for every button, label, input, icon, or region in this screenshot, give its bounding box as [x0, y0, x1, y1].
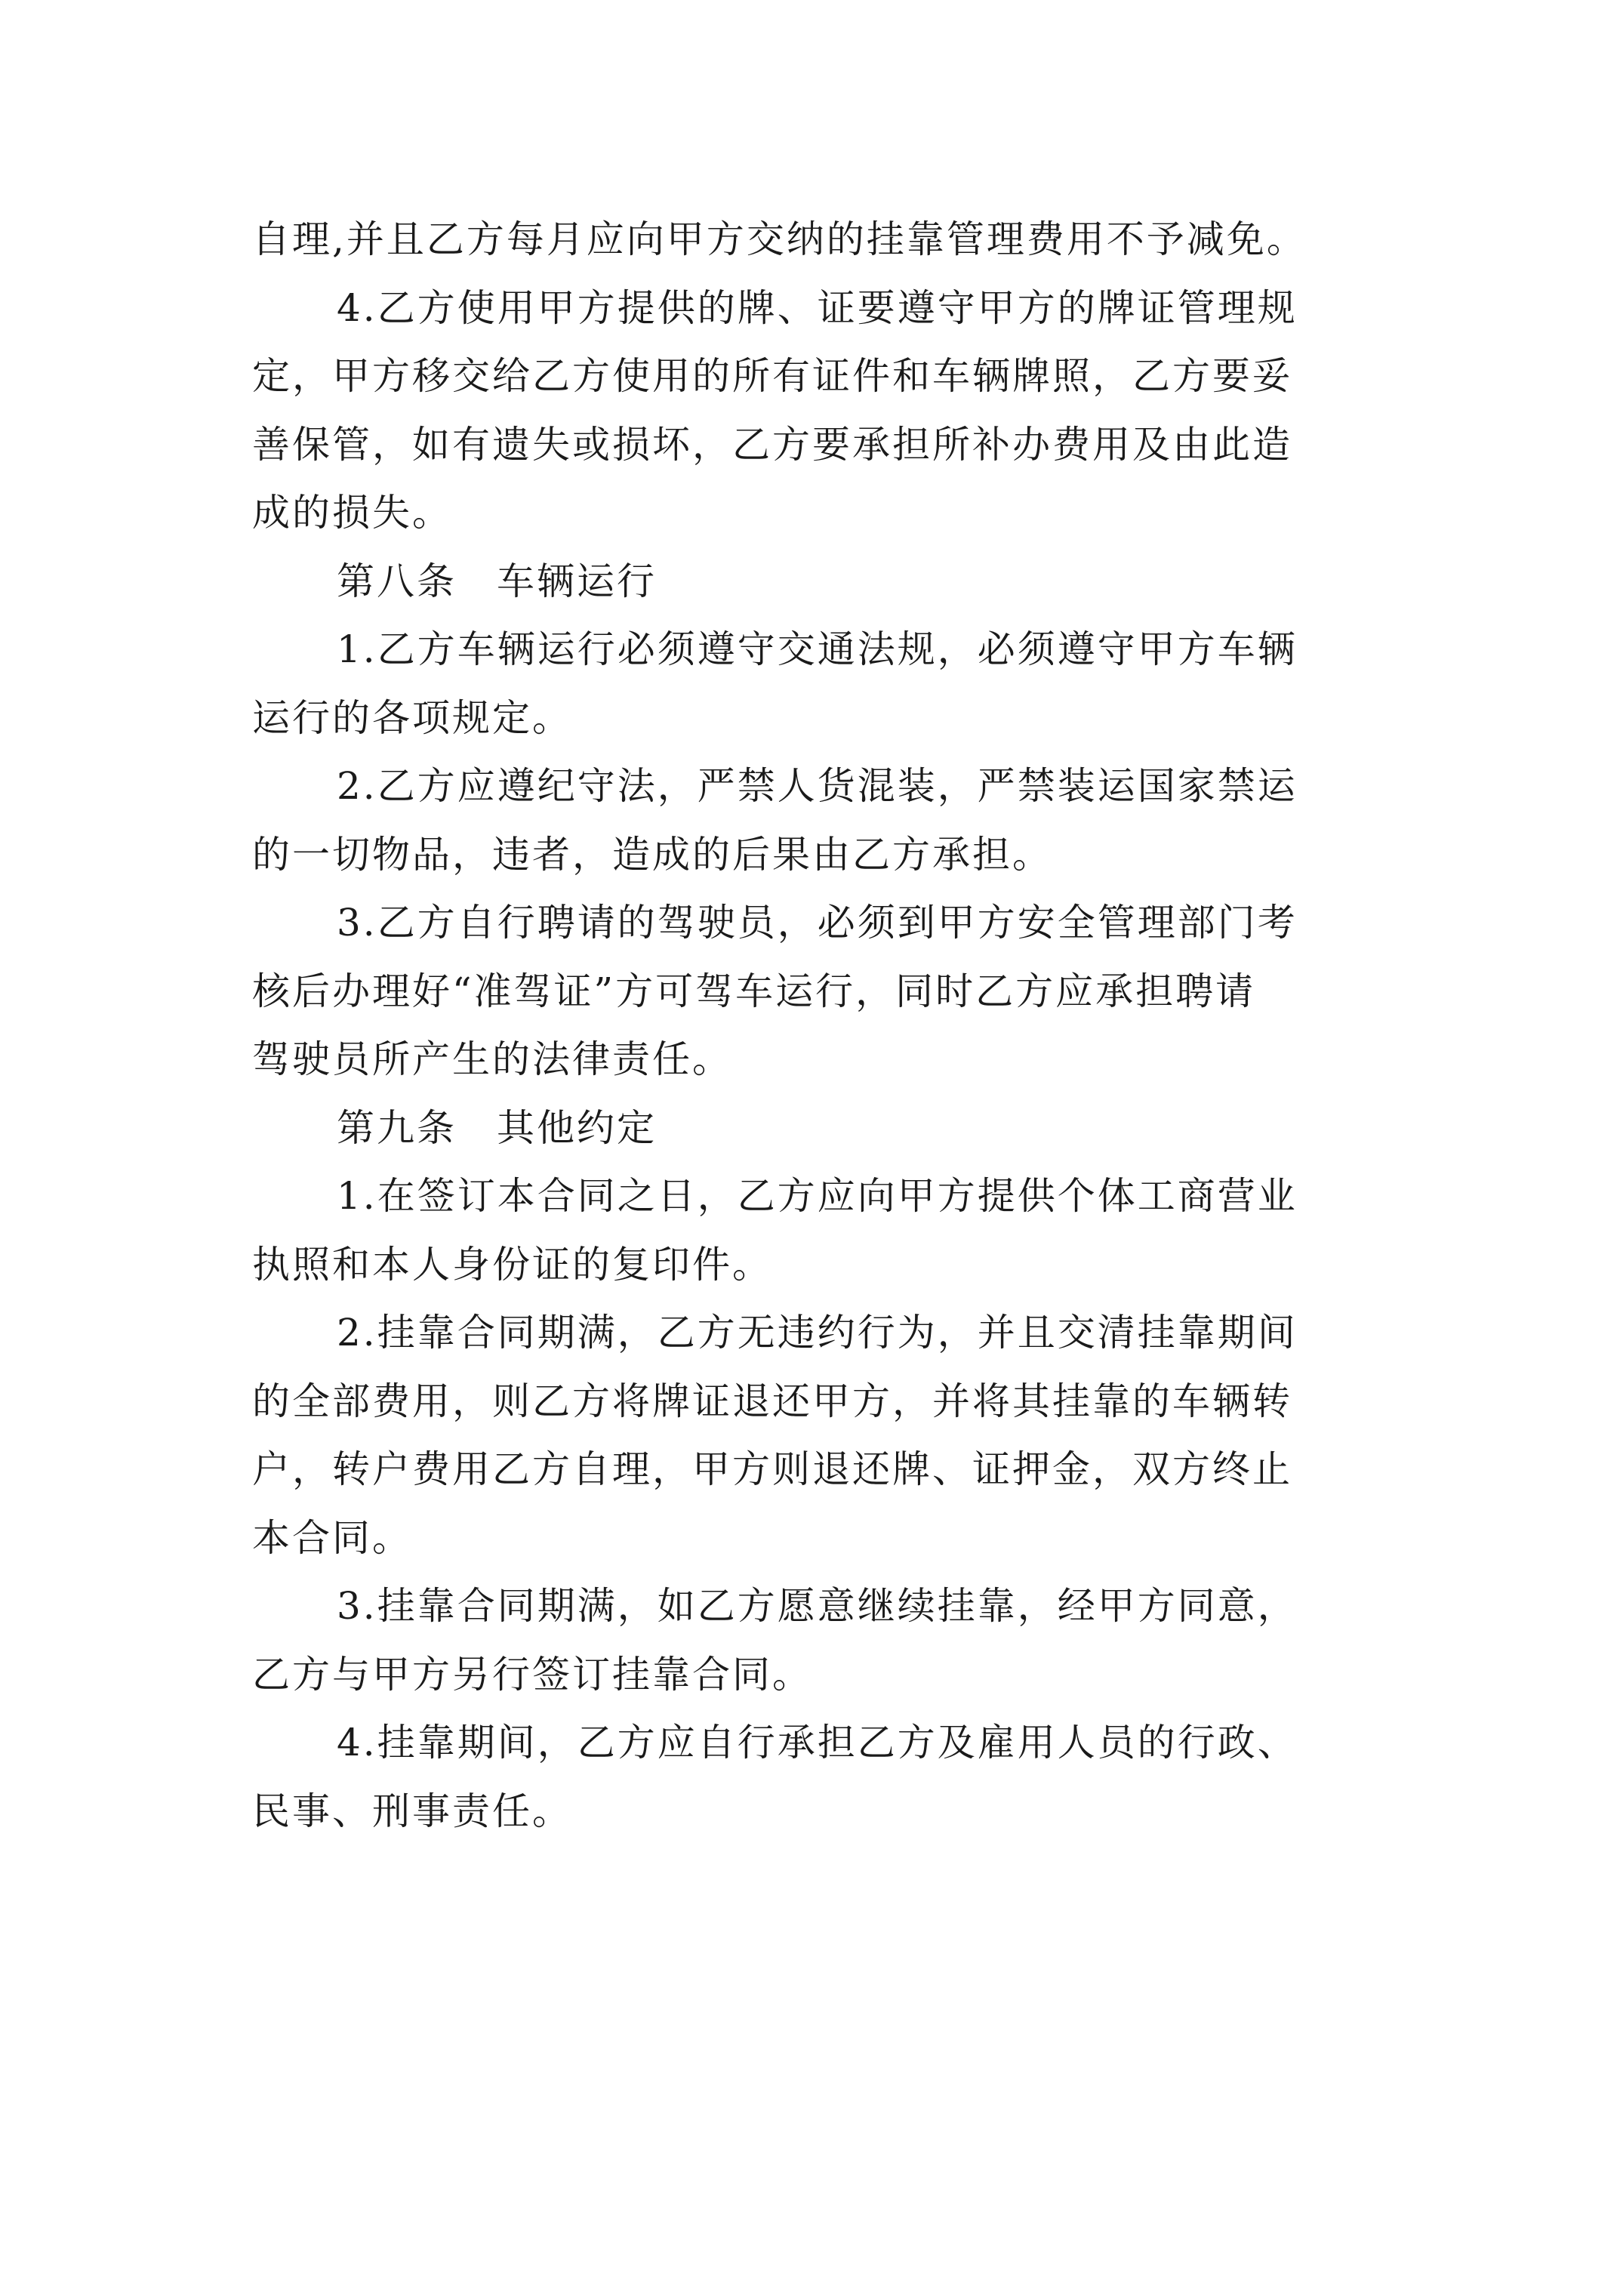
- text-line: 自理,并且乙方每月应向甲方交纳的挂靠管理费用不予减免。: [252, 217, 1307, 261]
- text-line: 4.乙方使用甲方提供的牌、证要遵守甲方的牌证管理规: [337, 285, 1298, 330]
- document-body: [252, 205, 1460, 1845]
- text-line: 3.乙方自行聘请的驾驶员，必须到甲方安全管理部门考: [337, 901, 1298, 945]
- text-line: 1.在签订本合同之日，乙方应向甲方提供个体工商营业: [337, 1174, 1298, 1218]
- text-line: 1.乙方车辆运行必须遵守交通法规，必须遵守甲方车辆: [337, 627, 1298, 671]
- text-line: 民事、刑事责任。: [252, 1789, 572, 1833]
- text-line: 2.挂靠合同期满，乙方无违约行为，并且交清挂靠期间: [337, 1311, 1298, 1354]
- text-line: 定，甲方移交给乙方使用的所有证件和车辆牌照，乙方要妥: [252, 354, 1292, 398]
- text-line: 2.乙方应遵纪守法，严禁人货混装，严禁装运国家禁运: [337, 764, 1298, 808]
- text-line: 善保管，如有遗失或损坏，乙方要承担所补办费用及由此造: [252, 422, 1292, 467]
- text-line: 成的损失。: [252, 491, 452, 535]
- text-line: 核后办理好“准驾证”方可驾车运行，同时乙方应承担聘请: [252, 969, 1256, 1013]
- text-line: 驾驶员所产生的法律责任。: [252, 1037, 732, 1081]
- section-heading: 第八条 车辆运行: [337, 559, 657, 603]
- text-line: 乙方与甲方另行签订挂靠合同。: [252, 1652, 812, 1697]
- section-heading: 第九条 其他约定: [337, 1105, 657, 1150]
- text-line: 本合同。: [252, 1515, 412, 1560]
- text-line: 户，转户费用乙方自理，甲方则退还牌、证押金，双方终止: [252, 1447, 1292, 1491]
- text-line: 的全部费用，则乙方将牌证退还甲方，并将其挂靠的车辆转: [252, 1379, 1292, 1423]
- text-line: 的一切物品，违者，造成的后果由乙方承担。: [252, 832, 1052, 877]
- text-line: 3.挂靠合同期满，如乙方愿意继续挂靠，经甲方同意，: [337, 1584, 1298, 1628]
- text-line: 运行的各项规定。: [252, 695, 572, 740]
- text-line: 执照和本人身份证的复印件。: [252, 1242, 772, 1287]
- text-line: 4.挂靠期间，乙方应自行承担乙方及雇用人员的行政、: [337, 1721, 1298, 1764]
